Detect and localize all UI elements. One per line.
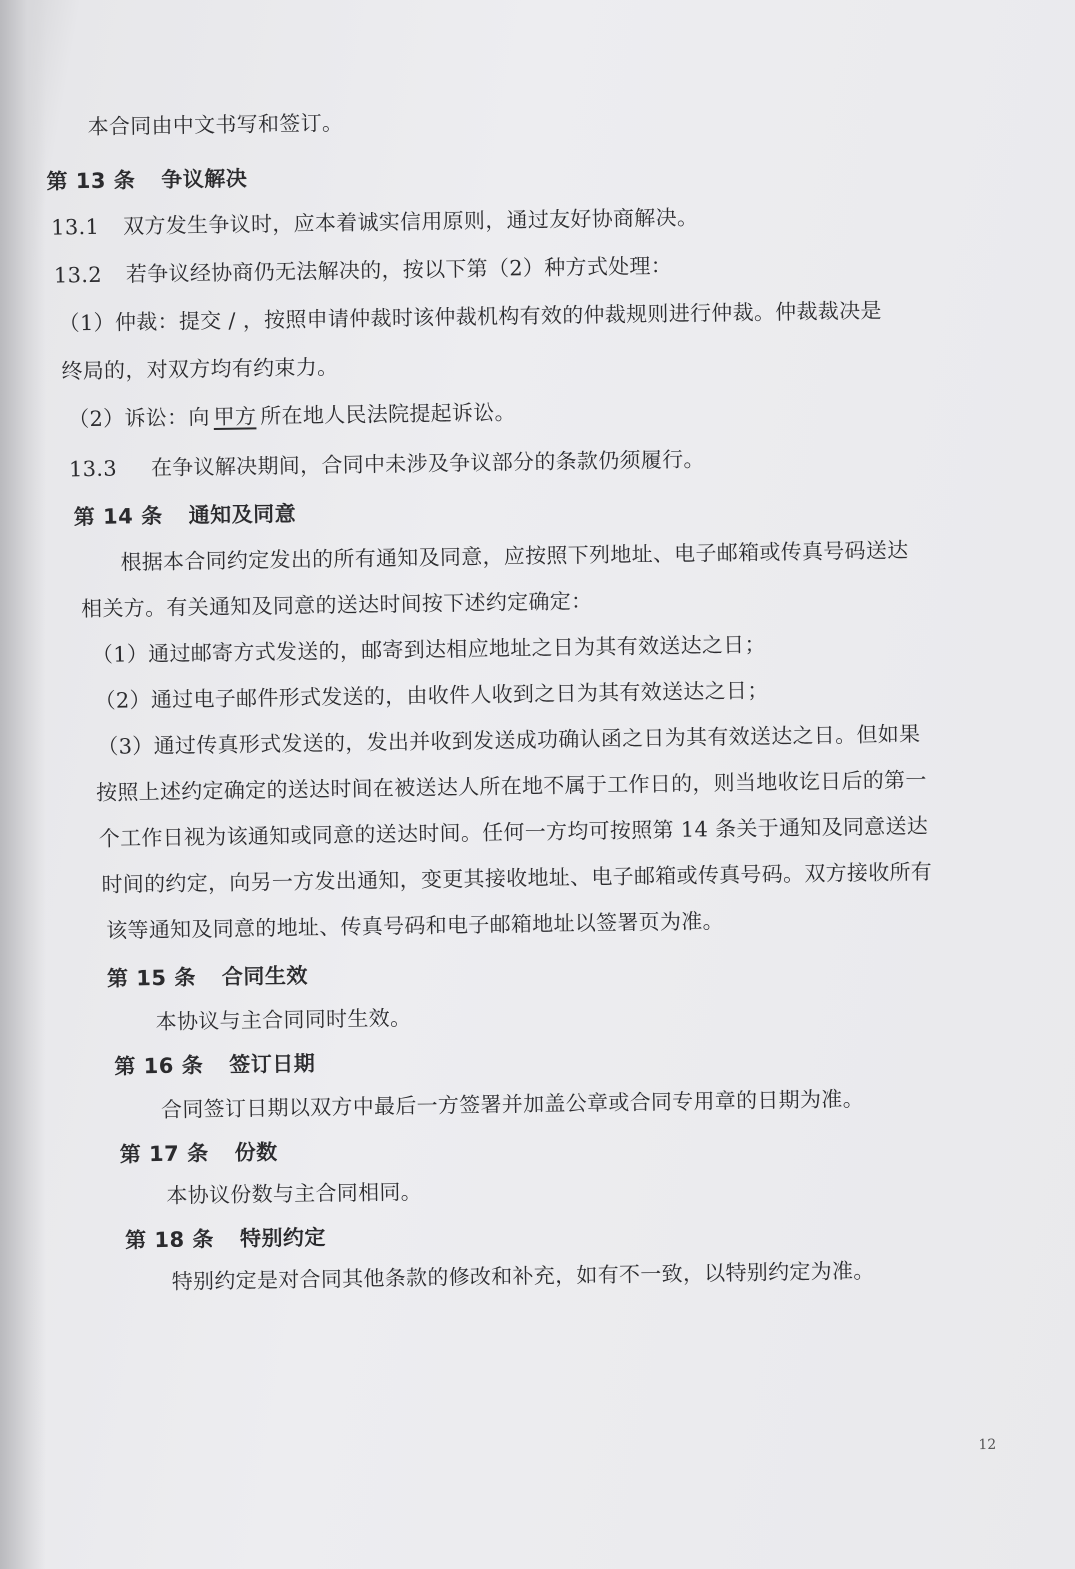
article-16-title: 签订日期 (229, 1051, 316, 1077)
clause-13-2-arbitration: （1）仲裁：提交 / ，按照申请仲裁时该仲裁机构有效的仲裁规则进行仲裁。仲裁裁决是 (58, 298, 882, 336)
article-14-para-1: 根据本合同约定发出的所有通知及同意，应按照下列地址、电子邮箱或传真号码送达 (120, 538, 909, 575)
article-14-item-3-cont-2: 个工作日视为该通知或同意的送达时间。任何一方均可按照第 14 条关于通知及同意送达 (98, 813, 929, 851)
article-14-item-3: （3）通过传真形式发送的，发出并收到发送成功确认函之日为其有效送达之日。但如果 (97, 721, 921, 759)
clause-13-1 (51, 203, 698, 241)
article-15-title: 合同生效 (221, 963, 309, 989)
line-language-clause: 本合同由中文书写和签订。 (87, 110, 344, 139)
article-15-number: 第 15 条 (106, 965, 197, 991)
clause-13-3 (69, 445, 705, 483)
article-14-item-1: （1）通过邮寄方式发送的，邮寄到达相应地址之日为其有效送达之日； (91, 632, 766, 667)
clause-13-1-number: 13.1 (51, 214, 100, 240)
article-14-item-3-cont-1: 按照上述约定确定的送达时间在被送达人所在地不属于工作日的，则当地收讫日后的第一 (95, 767, 927, 805)
article-18-number: 第 18 条 (124, 1227, 215, 1253)
article-18-text: 特别约定是对合同其他条款的修改和补充，如有不一致，以特别约定为准。 (171, 1258, 875, 1294)
article-15-heading (107, 962, 308, 993)
litigation-party: 甲方 (213, 404, 257, 430)
clause-13-2 (54, 252, 673, 290)
article-16-heading (114, 1050, 315, 1081)
article-14-item-3-cont-4: 该等通知及同意的地址、传真号码和电子邮箱地址以签署页为准。 (106, 909, 725, 943)
article-16-text: 合同签订日期以双方中最后一方签署并加盖公章或合同专用章的日期为准。 (160, 1086, 865, 1122)
article-13-heading (46, 164, 247, 195)
article-14-heading (74, 500, 297, 531)
clause-13-2-litigation (68, 398, 516, 433)
article-14-title: 通知及同意 (188, 501, 297, 528)
clause-13-2-arbitration-cont: 终局的，对双方均有约束力。 (61, 355, 339, 384)
article-17-title: 份数 (234, 1140, 278, 1165)
article-15-text: 本协议与主合同同时生效。 (155, 1006, 412, 1035)
article-16-number: 第 16 条 (114, 1053, 204, 1079)
article-18-heading (125, 1223, 326, 1254)
article-14-para-2: 相关方。有关通知及同意的送达时间按下述约定确定： (81, 589, 593, 622)
article-14-item-3-cont-3: 时间的约定，向另一方发出通知，变更其接收地址、电子邮箱或传真号码。双方接收所有 (101, 859, 933, 897)
article-17-heading (120, 1138, 278, 1168)
article-18-title: 特别约定 (239, 1225, 327, 1251)
clause-13-3-text: 在争议解决期间，合同中未涉及争议部分的条款仍须履行。 (150, 447, 705, 481)
article-13-number: 第 13 条 (46, 168, 136, 194)
article-14-number: 第 14 条 (73, 503, 163, 530)
page-number: 12 (978, 1436, 997, 1454)
clause-13-2-number: 13.2 (53, 262, 103, 288)
article-17-number: 第 17 条 (119, 1141, 209, 1167)
clause-13-1-text: 双方发生争议时，应本着诚实信用原则，通过友好协商解决。 (122, 205, 699, 239)
litigation-suffix: 所在地人民法院提起诉讼。 (260, 400, 517, 429)
article-14-item-2: （2）通过电子邮件形式发送的，由收件人收到之日为其有效送达之日； (94, 678, 769, 713)
clause-13-2-text: 若争议经协商仍无法解决的，按以下第（2）种方式处理： (125, 253, 673, 287)
article-17-text: 本协议份数与主合同相同。 (166, 1179, 423, 1208)
clause-13-3-number: 13.3 (68, 456, 118, 482)
litigation-prefix: （2）诉讼：向 (68, 405, 210, 432)
article-13-title: 争议解决 (161, 166, 248, 192)
